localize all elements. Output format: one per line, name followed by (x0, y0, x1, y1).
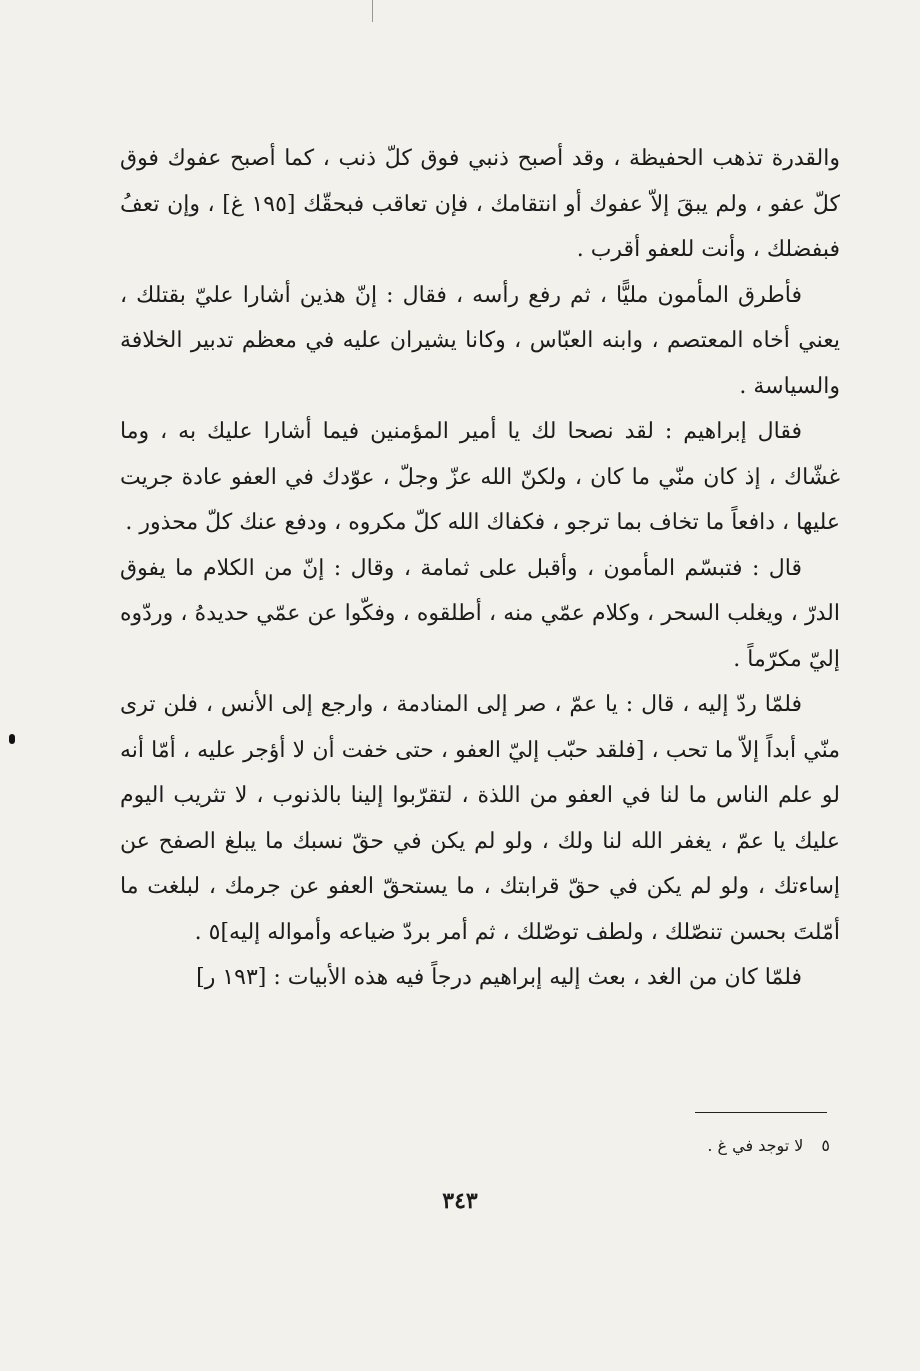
paragraph-3: فقال إبراهيم : لقد نصحا لك يا أمير المؤمنين فيما أشارا عليك به ، وما غشّاك ، إذ كان منّي ما كان ، ولكنّ الله عزّ وجلّ ، عوّدك في العفو عادة جريت عليها ، دافعاً ما تخاف بما ترجو ، فكفاك الله كلّ مكروه ، ودفع عنك كلّ محذور . (120, 419, 840, 535)
paragraph-1: والقدرة تذهب الحفيظة ، وقد أصبح ذنبي فوق كلّ ذنب ، كما أصبح عفوك فوق كلّ عفو ، ولم يبقَ إلاّ عفوك أو انتقامك ، فإن تعاقب فبحقّك [١٩٥ غ] ، وإن تعفُ فبفضلك ، وأنت للعفو أقرب . (120, 146, 841, 262)
footnote-separator (695, 1112, 827, 1113)
scan-margin-mark (9, 734, 15, 744)
paragraph-4: قال : فتبسّم المأمون ، وأقبل على ثمامة ، وقال : إنّ من الكلام ما يفوق الدرّ ، ويغلب السحر ، وكلام عمّي منه ، أطلقوه ، وفكّوا عن عمّي حديدهُ ، وردّوه إليّ مكرّماً . (120, 555, 840, 672)
paragraph-5: فلمّا ردّ إليه ، قال : يا عمّ ، صر إلى المنادمة ، وارجع إلى الأنس ، فلن ترى منّي أبداً إلاّ ما تحب ، [فلقد حبّب إليّ العفو ، حتى خفت أن لا أؤجر عليه ، أمّا أنه لو علم الناس ما لنا في العفو من اللذة ، لتقرّبوا إلينا بالذنوب ، لا تثريب اليوم عليك يا عمّ ، يغفر الله لنا ولك ، ولو لم يكن في حقّ نسبك ما يبلغ الصفح عن إساءتك ، ولو لم يكن في حقّ قرابتك ، ما يستحقّ العفو عن جرمك ، لبلغت ما أمّلتَ بحسن تنصّلك ، ولطف توصّلك ، ثم أمر بردّ ضياعه وأمواله إليه]٥ . (120, 692, 840, 945)
footnote-text: لا توجد في غ . (707, 1136, 804, 1155)
footnote (707, 1134, 830, 1158)
main-text (120, 136, 840, 1001)
scan-binding-line (372, 0, 373, 22)
footnote-number: ٥ (821, 1136, 830, 1155)
page-number: ٣٤٣ (442, 1188, 478, 1214)
paragraph-6: فلمّا كان من الغد ، بعث إليه إبراهيم درجاً فيه هذه الأبيات : [١٩٣ ر] (196, 965, 802, 990)
paragraph-2: فأطرق المأمون مليًّا ، ثم رفع رأسه ، فقال : إنّ هذين أشارا عليّ بقتلك ، يعني أخاه المعتصم ، وابنه العبّاس ، وكانا يشيران عليه في معظم تدبير الخلافة والسياسة . (120, 282, 840, 399)
